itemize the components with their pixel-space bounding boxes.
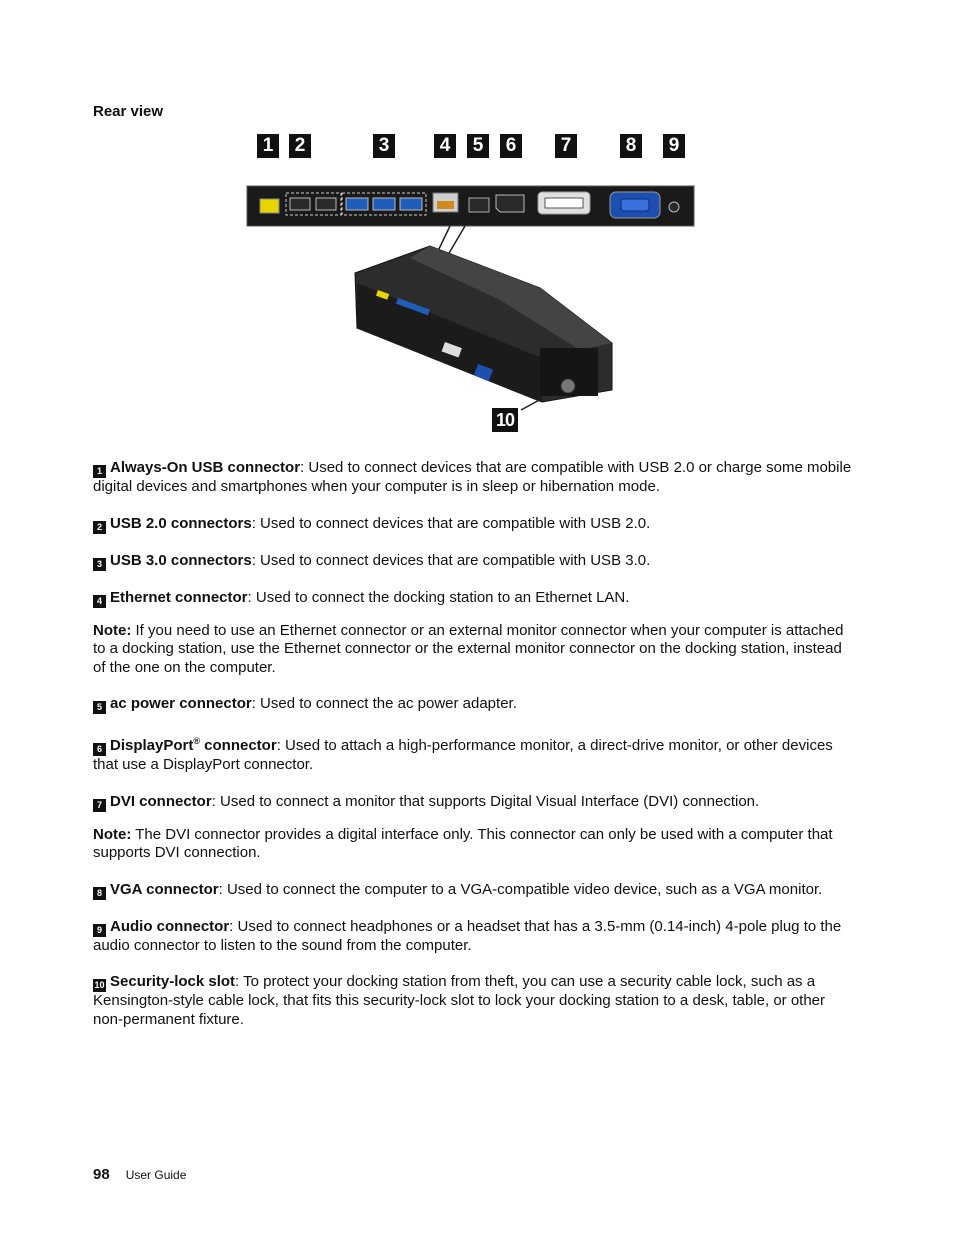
item-number-badge: 3 [93,558,106,571]
usb2-port-a [290,198,310,210]
callout-2: 2 [289,134,311,158]
section-title: Rear view [93,103,164,120]
item-dvi [93,793,853,812]
usb3-port-b [373,198,395,210]
callout-4: 4 [434,134,456,158]
item-number-badge: 5 [93,701,106,714]
callout-5: 5 [467,134,489,158]
registered-mark: ® [193,736,200,746]
ac-power-port [469,198,489,212]
page-number: 98 [93,1166,110,1183]
displayport-port [496,195,524,212]
audio-port [669,202,679,212]
usb2-port-b [316,198,336,210]
callout-6: 6 [500,134,522,158]
callout-1: 1 [257,134,279,158]
item-term: ac power connector [110,695,252,712]
item-description: : Used to connect devices that are compatible with USB 2.0 or charge some mobile digital devices and smartphones when your computer is in sleep or hibernation mode. [93,459,852,495]
item-description: : To protect your docking station from theft, you can use a security cable lock, such as a Kensington-style cable lock, that fits this security-lock slot to lock your docking station to a desk, table, or other non-permanent fixture. [93,973,826,1028]
usb3-port-a [346,198,368,210]
item-number-badge: 10 [94,980,105,990]
item-term: Ethernet connector [110,588,248,606]
item-description: : Used to connect the ac power adapter. [251,695,517,712]
item-term: DVI connector [110,792,212,810]
item-displayport [93,732,853,775]
item-description: : Used to connect a monitor that supports Digital Visual Interface (DVI) connection. [211,792,760,810]
item-number-badge: 9 [93,924,106,937]
item-audio [93,918,853,956]
item-term: Always-On USB connector [110,459,301,476]
item-description: : Used to connect headphones or a headset that has a 3.5-mm (0.14-inch) 4-pole plug to the audio connector to listen to the sound from the computer. [93,917,842,954]
item-always-on-usb [93,459,853,497]
item-term: USB 3.0 connectors [110,551,252,569]
item-description: : Used to attach a high-performance monitor, a direct-drive monitor, or other devices that use a DisplayPort connector. [93,737,833,773]
item-term: Audio connector [110,917,230,935]
callout-8: 8 [620,134,642,158]
security-lock-slot [561,379,575,393]
item-description: : Used to connect the docking station to an Ethernet LAN. [247,588,630,606]
item-term: DisplayPort [110,737,194,754]
always-on-usb-port [260,199,279,213]
docking-station-illustration [240,128,710,438]
docking-station-rear-view-figure [240,128,710,438]
item-number-badge: 4 [93,595,106,608]
item-term-suffix: connector [200,737,277,754]
item-number-badge: 6 [93,743,106,756]
item-description: : Used to connect devices that are compatible with USB 2.0. [251,514,651,532]
note-text: The DVI connector provides a digital interface only. This connector can only be used with a computer that supports DVI connection. [93,825,833,861]
note-dvi [93,826,853,863]
item-usb2 [93,515,853,534]
item-description: : Used to connect the computer to a VGA-compatible video device, such as a VGA monitor. [218,880,823,898]
connector-descriptions [93,459,853,1029]
note-text: If you need to use an Ethernet connector or an external monitor connector when your computer is attached to a docking station, use the Ethernet connector or the external monitor connector on the docking station, instead of the one on the computer. [93,621,844,676]
callout-9: 9 [663,134,685,158]
callout-10: 10 [492,408,518,432]
document-name: User Guide [125,1168,187,1182]
item-usb3 [93,552,853,571]
ethernet-pins [437,201,454,209]
item-number-badge: 8 [93,887,106,900]
item-security-lock [93,973,853,1029]
note-ethernet [93,622,853,678]
item-ethernet [93,589,853,608]
item-number-badge: 2 [93,521,106,534]
item-term: Security-lock slot [110,973,236,990]
item-term: USB 2.0 connectors [110,514,252,532]
callout-7: 7 [555,134,577,158]
page-footer [93,1166,186,1183]
item-number-badge: 7 [93,799,106,812]
item-term: VGA connector [110,880,219,898]
usb3-port-c [400,198,422,210]
note-label: Note: [93,621,132,639]
note-label: Note: [93,825,132,843]
callout-3: 3 [373,134,395,158]
item-description: : Used to connect devices that are compatible with USB 3.0. [251,551,651,569]
item-ac-power [93,695,853,714]
item-vga [93,881,853,900]
item-number-badge: 1 [93,465,106,478]
